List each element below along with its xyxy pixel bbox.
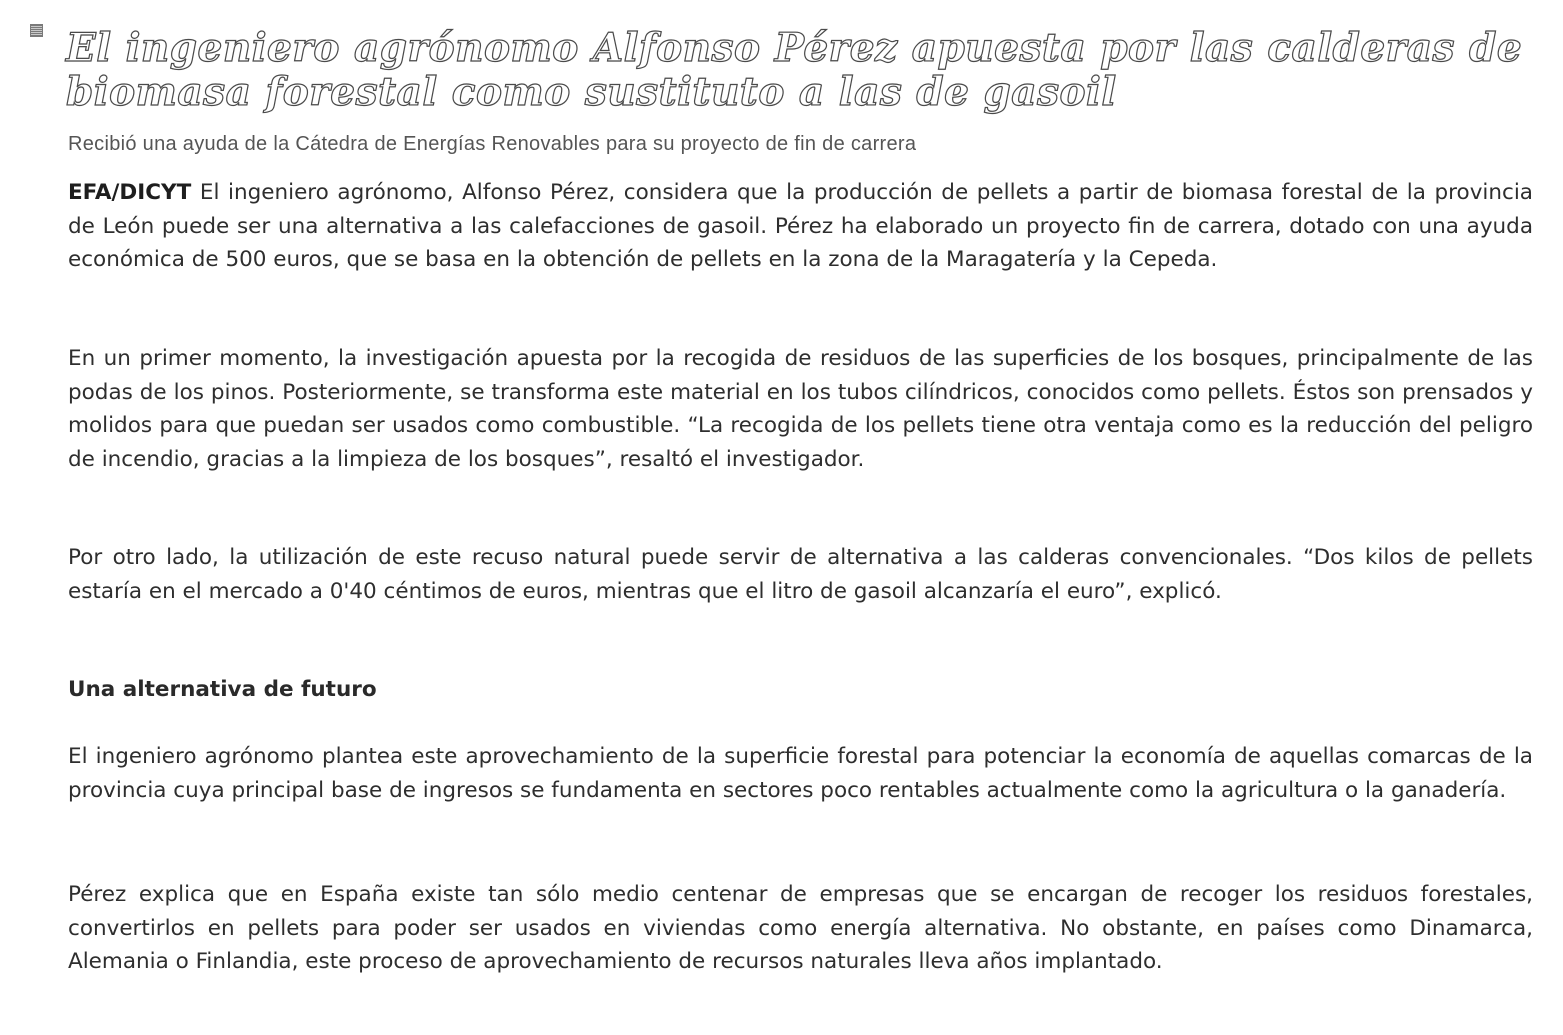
article-subheadline: Recibió una ayuda de la Cátedra de Energías Renovables para su proyecto de fin de carrera (68, 133, 917, 155)
paragraph-alternative: Por otro lado, la utilización de este recuso natural puede servir de alternativa a las calderas convencionales. “Dos kilos de pellets estaría en el mercado a 0'40 céntimos de euros, mientras que el litro de gasoil alcanzaría el euro”, explicó. (68, 545, 1533, 604)
paragraph-intro-text: El ingeniero agrónomo, Alfonso Pérez, considera que la producción de pellets a partir de biomasa forestal de la provincia de León puede ser una alternativa a las calefacciones de gasoil. Pérez ha elaborado un proyecto fin de carrera, dotado con una ayuda económica de 500 euros, que se basa en la obtención de pellets en la zona de la Maragatería y la Cepeda. (68, 180, 1533, 272)
paragraph-europe: Pérez explica que en España existe tan sólo medio centenar de empresas que se encargan de recoger los residuos forestales, convertirlos en pellets para poder ser usados en viviendas como energía alternativa. No obstante, en países como Dinamarca, Alemania o Finlandia, este proceso de aprovechamiento de recursos naturales lleva años implantado. (68, 882, 1533, 974)
square-bullet-icon (30, 24, 43, 37)
paragraph-research: En un primer momento, la investigación apuesta por la recogida de residuos de las superficies de los bosques, principalmente de las podas de los pinos. Posteriormente, se transforma este material en los tubos cilíndricos, conocidos como pellets. Éstos son prensados y molidos para que puedan ser usados como combustible. “La recogida de los pellets tiene otra ventaja como es la reducción del peligro de incendio, gracias a la limpieza de los bosques”, resaltó el investigador. (68, 346, 1533, 472)
section-heading: Una alternativa de futuro (68, 677, 377, 702)
article-headline: El ingeniero agrónomo Alfonso Pérez apuesta por las calderas de biomasa forestal como sustituto a las de gasoil (66, 25, 1523, 115)
agency-byline: EFA/DICYT (68, 180, 192, 205)
paragraph-intro (68, 176, 1533, 277)
paragraph-economy: El ingeniero agrónomo plantea este aprovechamiento de la superficie forestal para potenciar la economía de aquellas comarcas de la provincia cuya principal base de ingresos se fundamenta en sectores poco rentables actualmente como la agricultura o la ganadería. (68, 744, 1533, 803)
